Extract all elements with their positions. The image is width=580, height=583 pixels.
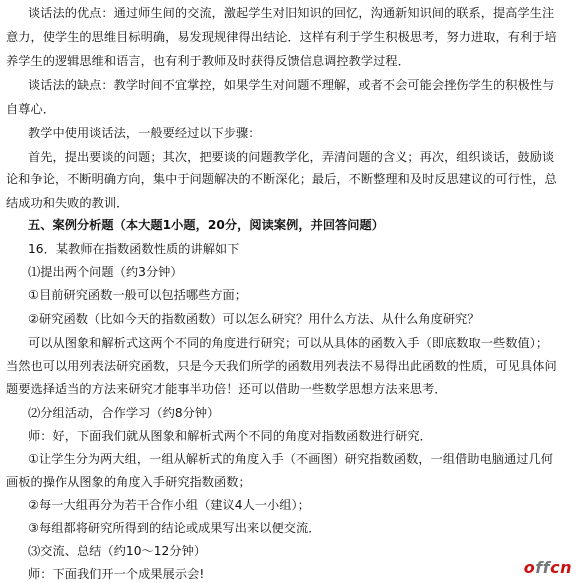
paragraph-line: 师：好，下面我们就从图象和解析式两个不同的角度对指数函数进行研究． (28, 429, 432, 443)
paragraph-line: ②研究函数（比如今天的指数函数）可以怎么研究？用什么方法、从什么角度研究？ (28, 312, 480, 326)
paragraph-line: 首先，提出要谈的问题；其次，把要谈的问题教学化，弄清问题的含义；再次，组织谈话，鼓励谈 (28, 150, 555, 164)
paragraph-line: 题要选择适当的方法来研究才能事半功倍！还可以借助一些数学思想方法来思考． (6, 382, 447, 396)
paragraph-line: 谈话法的缺点：教学时间不宜掌控，如果学生对问题不理解，或者不会可能会挫伤学生的积极性与 (28, 78, 555, 92)
section-heading: 五、案例分析题（本大题1小题，20分，阅读案例，并回答问题） (28, 218, 385, 232)
paragraph-line: 结成功和失败的教训． (6, 196, 129, 210)
paragraph-line: 师：下面我们开一个成果展示会! (28, 567, 205, 581)
paragraph-line: 自尊心． (6, 102, 55, 116)
watermark-part: ff (535, 558, 551, 577)
paragraph-line: ③每组都将研究所得到的结论或成果写出来以便交流． (28, 521, 321, 535)
paragraph-line: 意力，使学生的思维目标明确，易发现规律得出结论．这样有利于学生积极思考，努力进取，有利于培 (6, 30, 557, 44)
paragraph-line: ②每一大组再分为若干合作小组（建议4人一小组）； (28, 498, 310, 512)
paragraph-line: ①让学生分为两大组，一组从解析式的角度入手（不画图）研究指数函数，一组借助电脑通过几何 (28, 452, 553, 466)
paragraph-line: ⑵分组活动，合作学习（约8分钟） (28, 406, 220, 420)
paragraph-line: 可以从图象和解析式这两个不同的角度进行研究；可以从具体的函数入手（即底数取一些数值）； (28, 336, 549, 350)
paragraph-line: 养学生的逻辑思维和语言，也有利于教师及时获得反馈信息调控教学过程． (6, 54, 410, 68)
paragraph-line: 教学中使用谈话法，一般要经过以下步骤： (28, 126, 261, 140)
question-title: 16．某教师在指数函数性质的讲解如下 (28, 242, 240, 256)
paragraph-line: ⑴提出两个问题（约3分钟） (28, 265, 183, 279)
paragraph-line: 谈话法的优点：通过师生间的交流，激起学生对旧知识的回忆，沟通新知识间的联系，提高学生注 (28, 6, 555, 20)
watermark-part: o (523, 558, 536, 577)
paragraph-line: 当然也可以用列表法研究函数，只是今天我们所学的函数用列表法不易得出此函数的性质，可见具体问 (6, 359, 557, 373)
offcn-watermark-logo (524, 558, 572, 577)
paragraph-line: 画板的操作从图象的角度入手研究指数函数； (6, 475, 251, 489)
paragraph-line: 论和争论，不断明确方向，集中于问题解决的不断深化；最后，不断整理和及时反思建议的可行性，总 (6, 172, 557, 186)
watermark-part: cn (550, 558, 572, 577)
paragraph-line: ①目前研究函数一般可以包括哪些方面； (28, 288, 248, 302)
paragraph-line: ⑶交流、总结（约10～12分钟） (28, 544, 207, 558)
